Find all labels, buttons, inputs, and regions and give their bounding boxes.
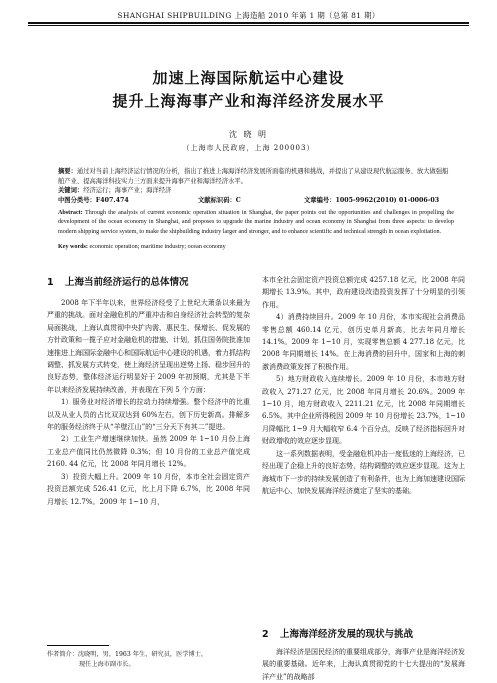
header-rule-thin bbox=[28, 25, 469, 26]
article-number: 文章编号：1005-9962(2010) 01-0006-03 bbox=[304, 197, 440, 204]
right-paragraph-3: 5）地方财政收入连续增长。2009 年 10 月份，本市地方财政收入 271.27 亿元，比 2008 年同月增长 20.6%。2009 年 1~10 月，地方财政收入 2211.21 亿元，比 2008 年同期增长 6.5%。其中企业所得税因 2009 年 10 月份增长 23.7%，1~10 月降幅比 1~9 月大幅收窄 6.4 个百分点，反映了经济指标回升对财政增收的效应逐步显现。 bbox=[262, 375, 465, 446]
abstract-en bbox=[58, 209, 454, 237]
keywords-cn bbox=[58, 186, 454, 196]
right-column-top bbox=[262, 274, 465, 497]
clc-number: 中图分类号：F407.474 bbox=[58, 197, 129, 204]
right-paragraph-2: 4）消费持续回升。2009 年 10 月份，本市实现社会消费品零售总额 460.14 亿元，创历史单月新高，比去年同月增长 14.1%。2009 年 1~10 月，实现零售总额 4 277.18 亿元，比 2008 年同期增长 14%。在上海消费的回升中，国家和上海的刺激消费政策发挥了积极作用。 bbox=[262, 313, 465, 371]
section-2-title: 上海海洋经济发展的现状与挑战 bbox=[280, 629, 414, 640]
keywords-en-text: economic operation; maritime industry; ocean economy bbox=[89, 244, 226, 250]
journal-header: SHANGHAI SHIPBUILDING 上海造船 2010 年第 1 期（总第 81 期） bbox=[117, 11, 380, 20]
title-line-1: 加速上海国际航运中心建设 bbox=[152, 69, 345, 87]
right-column-bottom bbox=[262, 646, 465, 683]
section-2-heading bbox=[262, 626, 413, 640]
author-footnote bbox=[47, 650, 257, 670]
section-1-title: 上海当前经济运行的总体情况 bbox=[65, 277, 189, 288]
header-rule-thick bbox=[28, 22, 469, 24]
left-paragraph-1: 2008 年下半年以来，世界经济经受了上世纪大萧条以来最为严重的挑战。面对金融危机的严重冲击和自身经济社会转型的复杂局面挑战，上海认真贯彻中央扩内需、惠民生、保增长、促发展的方针政策和一揽子应对金融危机的措施、计划，抓住国务院批准加速推进上海国际金融中心和国际航运中心建设的机遇，着力抓结构调整、抓发展方式转变，使上海经济呈现出逆势上扬、稳步回升的良好态势，整体经济运行明显好于 2009 年初预期，尤其是下半年以来经济发展持续改善，并表现在下列 5 个方面： bbox=[47, 299, 250, 394]
abstract-cn-text: 通过对当前上海经济运行情况的分析，指出了推进上海海洋经济发展所面临的机遇和挑战，并提出了从建设现代航运服务、放大做强船舶产业、提高海洋科技实力三方面来提升海事产业和海洋经济水平。 bbox=[58, 168, 449, 185]
left-paragraph-2: 1）服务业对经济增长的拉动力持续增强。整个经济中的比重以及从业人员的占比双双达到 60%左右，创下历史新高。排解多年的服务经济终于从“羊壁江山”的“三分天下有其二”提进。 bbox=[47, 398, 250, 432]
section-1-number: 1 bbox=[47, 277, 54, 288]
abstract-en-label: Abstract: bbox=[58, 210, 83, 216]
title-line-2: 提升上海海事产业和海洋经济发展水平 bbox=[112, 92, 385, 110]
left-column bbox=[47, 297, 250, 508]
abstract-cn-label: 摘要： bbox=[58, 168, 77, 175]
footnote-rule bbox=[47, 645, 109, 646]
author-affiliation: （上海市人民政府，上海 200003） bbox=[182, 144, 315, 152]
keywords-en-label: Key words: bbox=[58, 244, 88, 250]
footnote-line-2: 现任上海市副市长。 bbox=[79, 661, 135, 668]
keywords-cn-label: 关键词： bbox=[58, 187, 84, 194]
classification-line bbox=[58, 196, 454, 206]
right-paragraph-5: 海洋经济是国民经济的重要组成部分，海事产业是海洋经济发展的重要基础。近年来，上海认真贯彻党的十七大提出的“发展海洋产业”的战略部 bbox=[262, 648, 465, 681]
left-paragraph-3: 2）工业生产增速继续加快。虽然 2009 年 1~10 月份上海工业总产值同比仍然微降 0.3%；但 10 月份的工业总产值完成 2160. 44 亿元，比 2008 年同月增长 12%。 bbox=[47, 435, 250, 469]
section-1-heading bbox=[47, 274, 189, 288]
keywords-cn-text: 经济运行；海事产业；海洋经济 bbox=[83, 187, 172, 194]
keywords-en bbox=[58, 244, 454, 250]
right-paragraph-1: 本市全社会固定资产投资总额完成 4257.18 亿元，比 2008 年同期增长 13.9%。其中，政府建设改造投资发挥了十分明显的引领作用。 bbox=[262, 276, 465, 309]
document-code: 文献标识码：C bbox=[198, 197, 241, 204]
left-paragraph-4: 3）投资大幅上升。2009 年 10 月份，本市全社会固定资产投资总额完成 526.41 亿元，比上月下降 6.7%，比 2008 年同月增长 12.7%。2009 年 1~10 月， bbox=[47, 472, 250, 506]
right-paragraph-4: 这一系列数据表明，受金融危机冲击一度低迷的上海经济，已经出现了企稳上升的良好态势，结构调整的效应逐步显现。这为上海城市下一步的持续发展创造了有利条件，也为上海加速建设国际航运中心、加快发展海洋经济奠定了坚实的基础。 bbox=[262, 449, 465, 495]
section-2-number: 2 bbox=[262, 629, 269, 640]
abstract-cn bbox=[58, 167, 454, 186]
footnote-line-1: 作者简介：沈晓明，男，1963 年生，研究员，医学博士， bbox=[47, 651, 208, 658]
author-name: 沈 晓 明 bbox=[228, 130, 269, 139]
abstract-en-text: Through the analysis of current economic operation situation in Shanghai, the paper points out the opportunities and challenges in propelling the development of the ocean economy in Shanghai, and proposes to upgrade the marine industry and ocean economy in Shanghai from three aspects: to develop modern shipping service system, to make the shipbuilding industry larger and stronger, and to enhance scientific and technical strength in ocean exploitation. bbox=[58, 210, 454, 235]
